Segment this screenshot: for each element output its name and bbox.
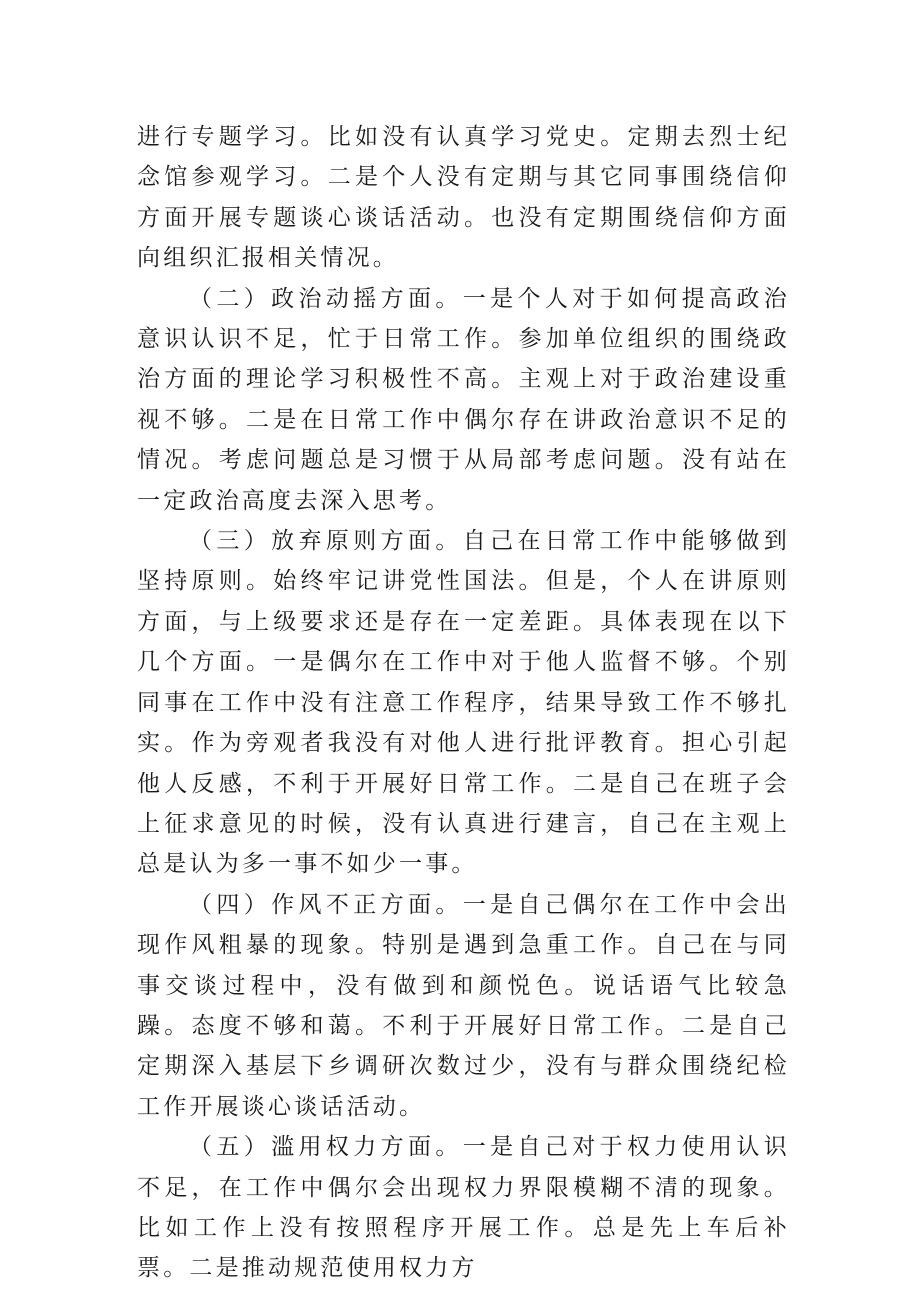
paragraph-political-wavering: （二）政治动摇方面。一是个人对于如何提高政治意识认识不足，忙于日常工作。参加单位组织的围绕政治方面的理论学习积极性不高。主观上对于政治建设重视不够。二是在日常工作中偶尔存在讲政治意识不足的情况。考虑问题总是习惯于从局部考虑问题。没有站在一定政治高度去深入思考。 — [137, 285, 790, 514]
paragraph-abandoning-principles: （三）放弃原则方面。自己在日常工作中能够做到坚持原则。始终牢记讲党性国法。但是，个人在讲原则方面，与上级要求还是存在一定差距。具体表现在以下几个方面。一是偶尔在工作中对于他人监督不够。个别同事在工作中没有注意工作程序，结果导致工作不够扎实。作为旁观者我没有对他人进行批评教育。担心引起他人反感，不利于开展好日常工作。二是自己在班子会上征求意见的时候，没有认真进行建言，自己在主观上总是认为多一事不如少一事。 — [137, 528, 790, 878]
paragraph-abuse-of-power: （五）滥用权力方面。一是自己对于权力使用认识不足，在工作中偶尔会出现权力界限模糊不清的现象。比如工作上没有按照程序开展工作。总是先上车后补票。二是推动规范使用权力方 — [137, 1134, 790, 1282]
paragraph-improper-style: （四）作风不正方面。一是自己偶尔在工作中会出现作风粗暴的现象。特别是遇到急重工作。自己在与同事交谈过程中，没有做到和颜悦色。说话语气比较急躁。态度不够和蔼。不利于开展好日常工作。二是自己定期深入基层下乡调研次数过少，没有与群众围绕纪检工作开展谈心谈话活动。 — [137, 891, 790, 1120]
document-body — [137, 117, 790, 1289]
paragraph-continuation: 进行专题学习。比如没有认真学习党史。定期去烈士纪念馆参观学习。二是个人没有定期与其它同事围绕信仰方面开展专题谈心谈话活动。也没有定期围绕信仰方面向组织汇报相关情况。 — [137, 124, 790, 272]
